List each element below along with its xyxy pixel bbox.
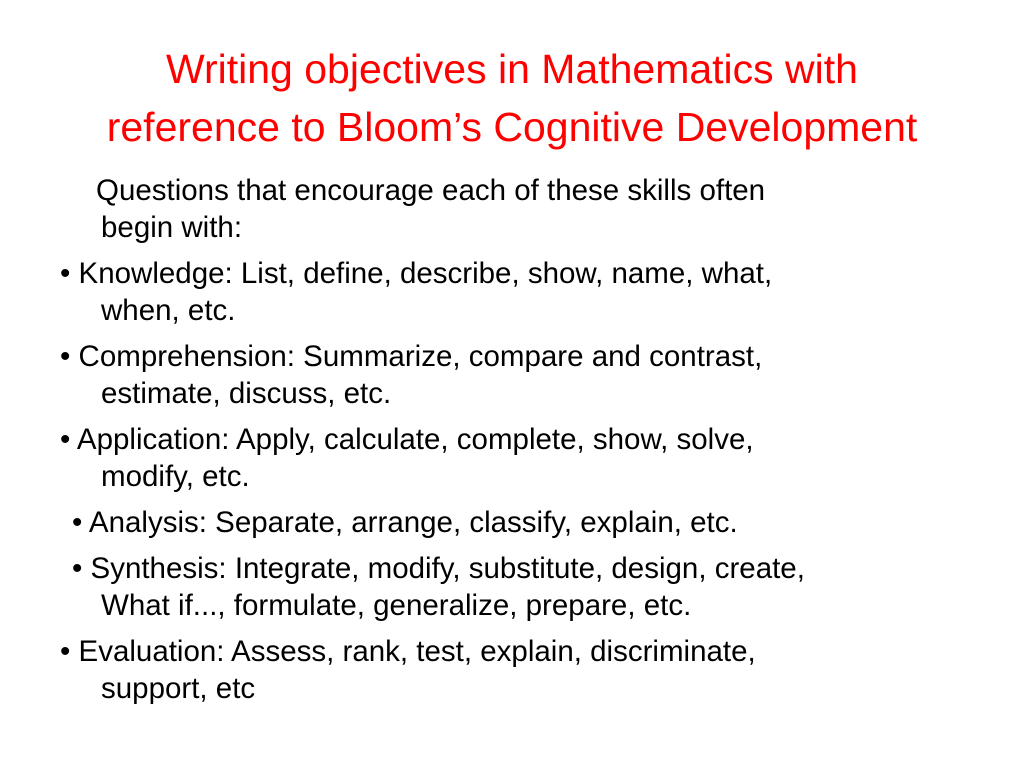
bullet-icon: • bbox=[60, 340, 71, 373]
bullet-icon: • bbox=[72, 552, 83, 585]
bullet-line1: Comprehension: Summarize, compare and contrast, bbox=[78, 340, 763, 373]
bullet-line2: support, etc bbox=[101, 672, 256, 705]
bullet-icon: • bbox=[60, 635, 71, 668]
bullet-line2: What if..., formulate, generalize, prepare, etc. bbox=[101, 589, 692, 622]
bullet-item-knowledge bbox=[60, 255, 980, 329]
bullet-item-synthesis bbox=[60, 550, 980, 624]
bullet-icon: • bbox=[60, 257, 71, 290]
bullet-item-analysis bbox=[60, 504, 980, 541]
bullet-line2: when, etc. bbox=[101, 294, 236, 327]
intro-paragraph bbox=[60, 172, 980, 246]
slide-title-line2: reference to Bloom’s Cognitive Development bbox=[106, 104, 918, 150]
bullet-item-comprehension bbox=[60, 338, 980, 412]
bullet-line1: Analysis: Separate, arrange, classify, explain, etc. bbox=[88, 506, 738, 539]
bullet-line1: Evaluation: Assess, rank, test, explain, discriminate, bbox=[78, 635, 756, 668]
bullet-line2: modify, etc. bbox=[101, 460, 250, 493]
slide-title-line1: Writing objectives in Mathematics with bbox=[166, 46, 858, 92]
bullet-line1: Knowledge: List, define, describe, show, name, what, bbox=[78, 257, 773, 290]
slide-title bbox=[30, 40, 994, 156]
bullet-line1: Synthesis: Integrate, modify, substitute, design, create, bbox=[90, 552, 805, 585]
bullet-item-evaluation bbox=[60, 633, 980, 707]
bullet-icon: • bbox=[60, 423, 71, 456]
bullet-icon: • bbox=[72, 506, 83, 539]
bullet-line2: estimate, discuss, etc. bbox=[101, 377, 392, 410]
bullet-line1: Application: Apply, calculate, complete, show, solve, bbox=[76, 423, 754, 456]
intro-line1: Questions that encourage each of these skills often bbox=[96, 174, 766, 207]
slide-body bbox=[60, 172, 980, 716]
intro-line2: begin with: bbox=[101, 211, 243, 244]
bullet-item-application bbox=[60, 421, 980, 495]
